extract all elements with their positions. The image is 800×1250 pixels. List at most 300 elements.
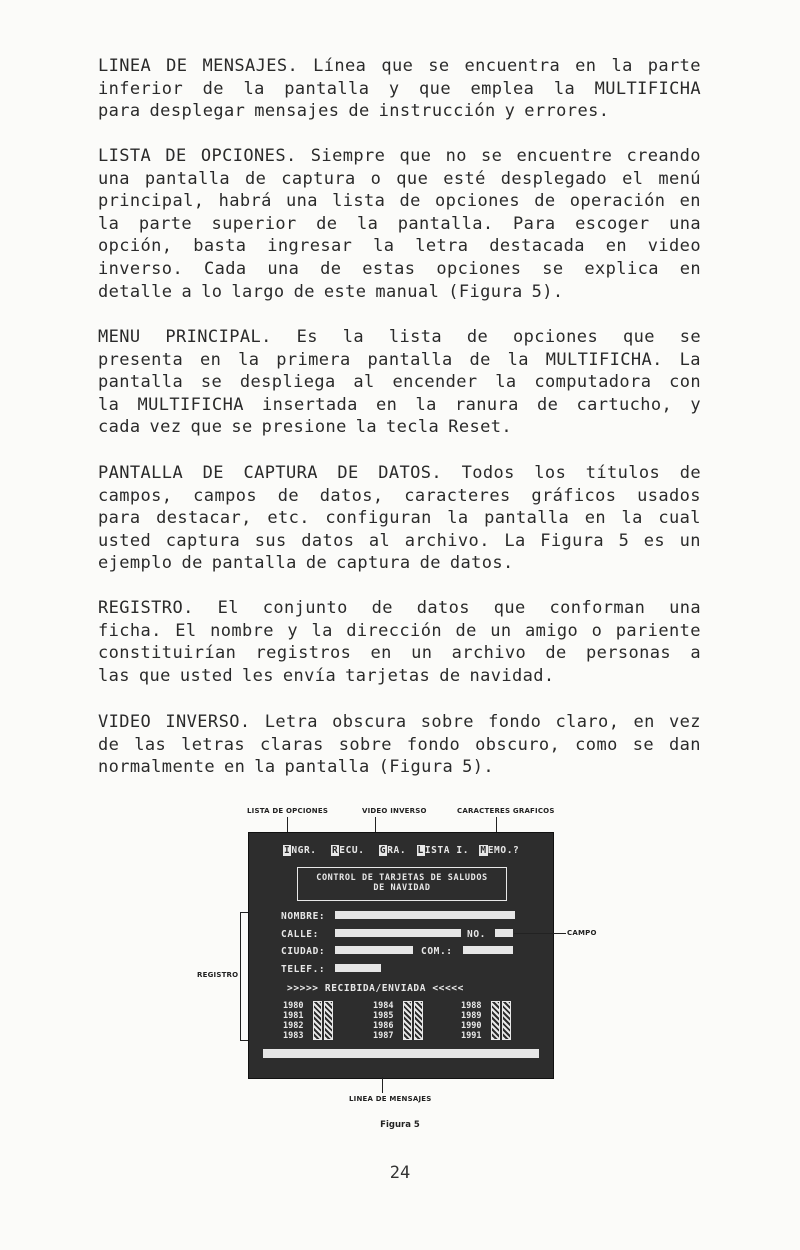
word: La xyxy=(504,530,526,551)
word: letra xyxy=(415,236,469,257)
word: la xyxy=(311,620,333,641)
checkbox-column xyxy=(414,1001,423,1040)
word: que xyxy=(396,168,429,189)
registro-bracket xyxy=(240,912,248,1041)
paragraph-menu-principal xyxy=(98,326,701,439)
word: con xyxy=(669,372,701,393)
word: desplegado xyxy=(500,168,608,189)
paragraph-pantalla-de-captura xyxy=(98,462,701,575)
year-column-2: 1984 1985 1986 1987 xyxy=(373,1001,394,1041)
word: normalmente xyxy=(98,757,215,778)
word: explica xyxy=(584,258,659,279)
word: de xyxy=(202,78,224,99)
word: de xyxy=(348,101,370,122)
word: opciones xyxy=(436,258,522,279)
options-menu xyxy=(283,845,519,856)
word: de xyxy=(181,553,203,574)
word: datos. xyxy=(449,553,514,574)
word: de xyxy=(545,643,567,664)
screen-title-line1: CONTROL DE TARJETAS DE SALUDOS xyxy=(316,873,488,883)
word: una xyxy=(669,213,701,234)
field-calle xyxy=(335,929,461,937)
word: ficha. xyxy=(98,620,162,641)
text-line xyxy=(98,213,701,236)
word: constituirían xyxy=(98,643,237,664)
word: de xyxy=(320,258,342,279)
word: superior xyxy=(211,213,297,234)
text-line xyxy=(98,100,701,123)
word: pariente xyxy=(615,620,701,641)
word: que xyxy=(190,417,223,438)
word: en xyxy=(370,643,392,664)
word: en xyxy=(199,349,222,370)
word: se xyxy=(200,372,223,393)
field-label-telef: TELEF.: xyxy=(281,964,326,975)
word: los xyxy=(534,463,567,483)
word: Letra xyxy=(264,712,318,732)
word: de xyxy=(439,665,461,686)
text-line xyxy=(98,371,701,394)
word: basta xyxy=(193,236,247,257)
word: parte xyxy=(647,56,701,76)
word: primera xyxy=(276,349,351,370)
word: LISTA xyxy=(98,146,152,166)
word: insertada xyxy=(262,394,358,415)
word: inverso. xyxy=(98,258,184,279)
word: Todos xyxy=(461,463,515,483)
text-line xyxy=(98,394,701,417)
word: opciones xyxy=(513,327,599,347)
word: no xyxy=(445,146,467,166)
message-line xyxy=(263,1049,539,1058)
word: una xyxy=(285,191,318,212)
word: DE xyxy=(165,146,187,166)
word: el xyxy=(622,168,644,189)
screen-title-box xyxy=(297,867,507,901)
word: de xyxy=(98,734,120,755)
word: escoger xyxy=(575,213,650,234)
word: que xyxy=(419,78,451,99)
word: de xyxy=(316,213,338,234)
word: 5). xyxy=(531,281,564,302)
word: datos, xyxy=(319,485,384,506)
word: tarjetas xyxy=(345,665,431,686)
word: MENSAJES. xyxy=(202,56,299,76)
word: VIDEO xyxy=(98,712,152,732)
label-linea-de-mensajes: LINEA DE MENSAJES xyxy=(349,1095,432,1103)
menu-item-recu: RECU. xyxy=(331,845,365,856)
word: en xyxy=(605,236,627,257)
text-line xyxy=(98,349,701,372)
word: títulos xyxy=(585,463,661,483)
word: en xyxy=(575,56,597,76)
field-label-calle: CALLE: xyxy=(281,929,319,940)
label-campo: CAMPO xyxy=(567,929,597,937)
word: 5). xyxy=(462,757,494,778)
word: la xyxy=(447,508,469,529)
word: PRINCIPAL. xyxy=(165,327,272,347)
text-line xyxy=(98,145,701,168)
word: Reset. xyxy=(448,417,513,438)
text-line xyxy=(98,597,701,620)
field-nombre xyxy=(335,911,515,919)
word: este xyxy=(323,281,367,302)
paragraph-lista-de-opciones xyxy=(98,145,701,303)
word: de xyxy=(455,620,477,641)
word: la xyxy=(373,236,395,257)
word: habrá xyxy=(218,191,272,212)
word: o xyxy=(591,620,603,641)
menu-item-gra: GRA. xyxy=(379,845,407,856)
computer-screen xyxy=(248,832,554,1079)
label-video-inverso: VIDEO INVERSO xyxy=(362,807,427,815)
word: y xyxy=(690,394,701,415)
word: la xyxy=(254,757,276,778)
word: MULTIFICHA xyxy=(137,394,244,415)
word: dan xyxy=(668,734,701,755)
field-no xyxy=(495,929,513,937)
word: usted xyxy=(179,665,233,686)
word: la xyxy=(98,213,120,234)
word: de xyxy=(536,394,559,415)
word: despliega xyxy=(239,372,336,393)
menu-item-lista: LISTA I. xyxy=(417,845,470,856)
word: etc. xyxy=(267,508,310,529)
word: les xyxy=(242,665,274,686)
word: de xyxy=(399,191,421,212)
paragraph-linea-de-mensajes xyxy=(98,55,701,123)
word: y xyxy=(504,101,516,122)
word: o xyxy=(370,168,382,189)
word: conforman xyxy=(549,598,646,618)
word: sobre xyxy=(420,712,474,732)
word: vez xyxy=(149,417,182,438)
word: captura xyxy=(165,530,241,551)
text-line xyxy=(98,552,701,575)
word: un xyxy=(411,643,433,664)
word: pantalla xyxy=(367,349,453,370)
menu-item-memo: MEMO.? xyxy=(480,845,520,856)
word: obscura xyxy=(332,712,407,732)
word: PANTALLA xyxy=(98,463,184,483)
word: esté xyxy=(443,168,486,189)
word: de xyxy=(469,349,491,370)
word: cual xyxy=(658,508,701,529)
word: pantalla xyxy=(284,757,370,778)
word: fondo xyxy=(488,712,542,732)
label-caracteres-graficos: CARACTERES GRAFICOS xyxy=(457,807,555,815)
word: REGISTRO. xyxy=(98,598,194,618)
text-line xyxy=(98,530,701,553)
year-column-3: 1988 1989 1990 1991 xyxy=(461,1001,482,1041)
word: que xyxy=(622,327,655,347)
word: una xyxy=(669,598,701,618)
word: la xyxy=(243,78,265,99)
word: que xyxy=(381,56,414,76)
word: las xyxy=(134,734,167,755)
word: OPCIONES. xyxy=(200,146,297,166)
word: sus xyxy=(254,530,287,551)
checkbox-column xyxy=(403,1001,412,1040)
text-line xyxy=(98,507,701,530)
word: lista xyxy=(388,327,443,347)
word: de xyxy=(419,553,441,574)
word: la xyxy=(621,508,643,529)
word: configuran xyxy=(325,508,432,529)
word: un xyxy=(679,530,701,551)
word: lo xyxy=(201,281,223,302)
word: personas xyxy=(585,643,672,664)
word: ingresar xyxy=(267,236,353,257)
word: se xyxy=(231,417,253,438)
word: principal, xyxy=(98,191,205,212)
word: fondo xyxy=(406,734,461,755)
label-lista-de-opciones: LISTA DE OPCIONES xyxy=(247,807,329,815)
word: la xyxy=(98,394,120,415)
word: para xyxy=(98,101,141,122)
word: video xyxy=(647,236,701,257)
word: se xyxy=(542,258,564,279)
word: claro, xyxy=(555,712,620,732)
word: de xyxy=(466,327,489,347)
word: errores. xyxy=(524,101,610,122)
word: captura xyxy=(281,168,356,189)
word: usados xyxy=(637,485,701,506)
word: pantalla xyxy=(284,78,370,99)
text-line xyxy=(98,281,701,304)
word: un xyxy=(490,620,512,641)
word: la xyxy=(356,213,379,234)
word: MULTIFICHA xyxy=(594,78,701,99)
word: de xyxy=(679,463,701,483)
word: y xyxy=(388,78,400,99)
word: cartucho, xyxy=(576,394,673,415)
word: destacada xyxy=(489,236,585,257)
word: tecla xyxy=(386,417,440,438)
word: pantalla xyxy=(211,553,297,574)
word: Es xyxy=(296,327,318,347)
text-line xyxy=(98,416,701,439)
word: se xyxy=(632,734,654,755)
word: pantalla xyxy=(484,508,570,529)
word: creando xyxy=(626,146,701,166)
word: conjunto xyxy=(262,598,348,618)
screen-title-line2: DE NAVIDAD xyxy=(373,883,431,893)
word: registros xyxy=(255,643,352,664)
word: presione xyxy=(261,417,347,438)
word: presenta xyxy=(98,349,184,370)
text-line xyxy=(98,665,701,688)
word: manual xyxy=(375,281,440,302)
word: de xyxy=(305,553,328,574)
word: (Figura xyxy=(448,281,523,302)
field-com xyxy=(463,946,513,954)
status-line: >>>>> RECIBIDA/ENVIADA <<<<< xyxy=(287,983,464,994)
word: parte xyxy=(138,213,192,234)
word: MENU xyxy=(98,327,141,347)
word: es xyxy=(643,530,666,551)
word: ranura xyxy=(454,394,519,415)
word: DE xyxy=(166,56,188,76)
word: al xyxy=(368,530,391,551)
leader-line xyxy=(382,1077,383,1093)
word: Figura xyxy=(540,530,605,551)
paragraph-registro xyxy=(98,597,701,687)
text-line xyxy=(98,55,701,78)
word: desplegar xyxy=(149,101,246,122)
word: la xyxy=(238,349,260,370)
word: La xyxy=(679,349,701,370)
word: estas xyxy=(362,258,416,279)
word: opciones xyxy=(434,191,521,212)
field-label-no: NO. xyxy=(467,929,486,940)
word: en xyxy=(679,191,701,212)
word: computadora xyxy=(534,372,652,393)
word: en xyxy=(375,394,398,415)
word: envía xyxy=(282,665,337,686)
word: archivo. xyxy=(404,530,490,551)
word: una xyxy=(267,258,300,279)
word: LINEA xyxy=(98,56,152,76)
word: como xyxy=(575,734,618,755)
word: encuentre xyxy=(516,146,613,166)
word: largo xyxy=(231,281,285,302)
word: 5 xyxy=(618,530,630,551)
word: en xyxy=(633,712,655,732)
word: una xyxy=(98,168,130,189)
word: la xyxy=(495,372,517,393)
word: a xyxy=(181,281,193,302)
word: claras xyxy=(259,734,324,755)
word: que xyxy=(493,598,526,618)
word: datos xyxy=(416,598,470,618)
field-label-nombre: NOMBRE: xyxy=(281,911,326,922)
word: operación xyxy=(569,191,666,212)
word: captura xyxy=(336,553,411,574)
word: Cada xyxy=(203,258,247,279)
word: pantalla. xyxy=(397,213,494,234)
word: sobre xyxy=(338,734,392,755)
text-line xyxy=(98,78,701,101)
text-line xyxy=(98,756,701,779)
checkbox-column xyxy=(313,1001,322,1040)
word: CAPTURA xyxy=(243,463,318,483)
leader-line xyxy=(514,933,566,934)
field-label-com: COM.: xyxy=(421,946,453,957)
word: El xyxy=(217,598,239,618)
word: vez xyxy=(669,712,701,732)
word: campos xyxy=(193,485,257,506)
word: de xyxy=(277,485,299,506)
word: la xyxy=(611,56,633,76)
word: la xyxy=(553,78,576,99)
word: Para xyxy=(513,213,556,234)
word: amigo xyxy=(524,620,579,641)
word: DATOS. xyxy=(378,463,443,483)
word: letras xyxy=(181,734,245,755)
word: que xyxy=(399,146,432,166)
text-line xyxy=(98,190,701,213)
word: a xyxy=(690,643,701,664)
word: de xyxy=(244,168,267,189)
word: encuentra xyxy=(464,56,561,76)
text-line xyxy=(98,326,701,349)
word: destacar, xyxy=(156,508,252,529)
word: de xyxy=(371,598,393,618)
checkbox-column xyxy=(491,1001,500,1040)
word: que xyxy=(138,665,171,686)
word: en xyxy=(223,757,246,778)
word: usted xyxy=(98,530,152,551)
word: Siempre xyxy=(310,146,386,166)
word: archivo xyxy=(451,643,527,664)
word: cada xyxy=(98,417,141,438)
menu-item-ingr: INGR. xyxy=(284,845,317,856)
word: ejemplo xyxy=(98,553,173,574)
word: al xyxy=(353,372,375,393)
field-label-ciudad: CIUDAD: xyxy=(281,946,326,957)
word: nombre xyxy=(210,620,274,641)
word: datos xyxy=(301,530,355,551)
text-line xyxy=(98,734,701,757)
word: se xyxy=(679,327,701,347)
word: la xyxy=(342,327,364,347)
word: obscuro, xyxy=(475,734,561,755)
word: MULTIFICHA. xyxy=(545,349,663,370)
word: la xyxy=(415,394,437,415)
word: inferior xyxy=(98,78,184,99)
word: la xyxy=(507,349,529,370)
word: en xyxy=(679,258,701,279)
word: Línea xyxy=(313,56,367,76)
text-line xyxy=(98,642,701,665)
paragraph-video-inverso xyxy=(98,711,701,779)
page-number: 24 xyxy=(389,1163,411,1183)
checkbox-column xyxy=(502,1001,511,1040)
word: emplea xyxy=(470,78,535,99)
label-registro: REGISTRO xyxy=(197,971,239,979)
text-line xyxy=(98,462,701,485)
word: detalle xyxy=(98,281,173,302)
text-line xyxy=(98,485,701,508)
word: de xyxy=(534,191,556,212)
word: para xyxy=(98,508,141,529)
text-line xyxy=(98,168,701,191)
word: El xyxy=(175,620,197,641)
text-line xyxy=(98,235,701,258)
word: pantalla xyxy=(144,168,230,189)
word: caracteres xyxy=(404,485,511,506)
word: DE xyxy=(337,463,359,483)
word: DE xyxy=(202,463,224,483)
word: en xyxy=(584,508,607,529)
word: menú xyxy=(658,168,701,189)
word: dirección xyxy=(346,620,442,641)
word: campos, xyxy=(98,485,173,506)
word: las xyxy=(98,665,130,686)
word: (Figura xyxy=(378,757,454,778)
text-line xyxy=(98,258,701,281)
word: lista xyxy=(332,191,386,212)
word: encender xyxy=(392,372,478,393)
word: de xyxy=(293,281,315,302)
checkbox-column xyxy=(324,1001,333,1040)
field-telef xyxy=(335,964,381,972)
word: se xyxy=(428,56,450,76)
year-column-1: 1980 1981 1982 1983 xyxy=(283,1001,304,1041)
word: mensajes xyxy=(254,101,340,122)
word: pantalla xyxy=(98,372,184,393)
